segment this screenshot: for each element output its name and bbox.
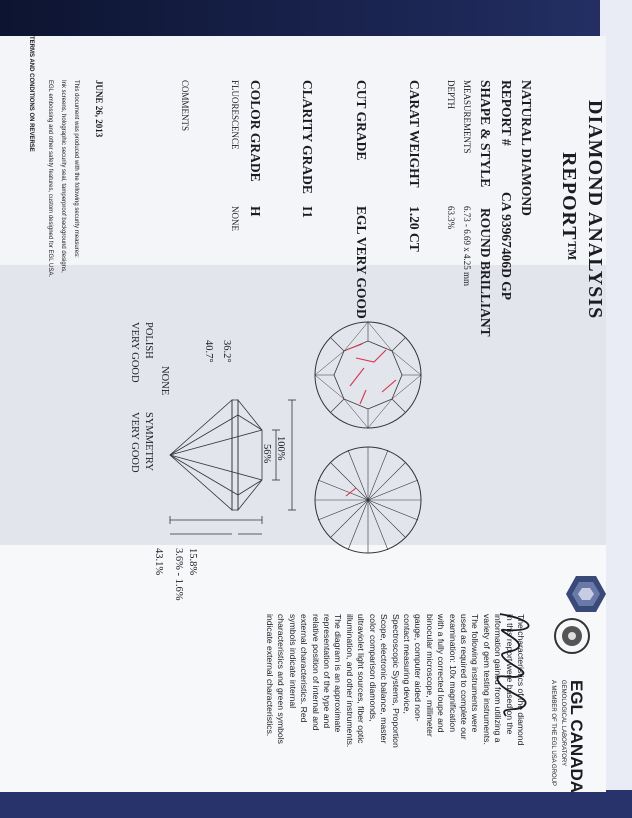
notes-line: binocular microscope, millimeter: [424, 614, 435, 737]
egl-canada-subtitle: GEMOLOGICAL LABORATORY: [560, 680, 566, 767]
security-text-2: Ink screens, holographic security seal, tamperproof background designs,: [60, 80, 66, 273]
natural-diamond-label: NATURAL DIAMOND: [519, 80, 534, 216]
report-number-value: CA 93967406D GP: [499, 192, 514, 300]
cut-grade-value: EGL VERY GOOD: [354, 206, 369, 319]
report-date: JUNE 26, 2013: [94, 80, 104, 138]
carat-weight-value: 1.20 CT: [407, 206, 422, 252]
signature: [484, 610, 546, 720]
notes-line: ultraviolet light sources, fiber optic: [356, 614, 367, 744]
plotting-diagram: [310, 320, 426, 560]
polish-value: VERY GOOD: [129, 322, 140, 383]
notes-line: color comparison diamonds,: [367, 614, 378, 722]
security-text-1: This document was produced with the following security measures:: [73, 80, 79, 258]
crown-height-percent: 15.8%: [187, 548, 198, 576]
shape-style-label: SHAPE & STYLE: [478, 80, 493, 188]
crown-view-icon: [315, 322, 421, 428]
pavilion-angle: 40.7°: [203, 340, 214, 363]
notes-line: symbols indicate internal: [287, 614, 298, 709]
measurements-value: 6.73 - 6.69 x 4.25 mm: [462, 206, 472, 286]
girdle-percent: 3.6% - 1.6%: [173, 548, 184, 601]
notes-line: indicate external characteristics.: [265, 614, 276, 737]
crown-angle: 36.2°: [221, 340, 232, 363]
inclusion-marks: [346, 344, 396, 404]
report-title-line1: DIAMOND ANALYSIS: [584, 100, 606, 320]
notes-line: Spectroscopic Systems, Proportion: [390, 614, 401, 748]
comments-label: COMMENTS: [180, 80, 190, 132]
notes-line: examination: 10x magnification: [447, 614, 458, 732]
shape-style-value: ROUND BRILLIANT: [478, 208, 493, 337]
depth-value: 63.3%: [446, 206, 456, 230]
total-depth-percent: 100%: [275, 436, 286, 461]
report-title-line2: REPORT™: [558, 152, 580, 262]
measurements-label: MEASUREMENTS: [462, 80, 472, 154]
notes-line: Scope, electronic balance, master: [379, 614, 390, 744]
table-percent: 56%: [261, 444, 272, 464]
terms-notice: TERMS AND CONDITIONS ON REVERSE: [28, 36, 34, 152]
cut-grade-label: CUT GRADE: [354, 80, 369, 161]
pavilion-depth-percent: 43.1%: [153, 548, 164, 576]
notes-line: information gained from utilizing a: [493, 614, 504, 743]
clarity-grade-label: CLARITY GRADE: [300, 80, 315, 194]
notes-line: in this report were based on the: [504, 614, 515, 735]
culet-value: NONE: [159, 366, 170, 396]
report-number-label: REPORT #: [499, 80, 514, 146]
notes-line: The following instruments were: [470, 614, 481, 733]
egl-gem-logo-icon: [564, 572, 608, 616]
symmetry-value: VERY GOOD: [129, 412, 140, 473]
fluorescence-label: FLUORESCENCE: [230, 80, 240, 150]
notes-line: contact measuring device,: [401, 614, 412, 714]
security-text-3: EGL embossing and other safety features, custom designed for EGL USA.: [47, 80, 53, 277]
notes-line: The diagram is an approximate: [333, 614, 344, 733]
egl-member-line: A MEMBER OF THE EGL USA GROUP: [550, 680, 556, 787]
clarity-grade-value: I1: [300, 206, 315, 219]
color-grade-value: H: [248, 206, 263, 217]
notes-line: variety of gem testing instruments.: [481, 614, 492, 745]
polish-label: POLISH: [143, 322, 154, 359]
pavilion-view-icon: [315, 447, 421, 553]
notes-line: characteristics and green symbols: [276, 614, 287, 744]
carat-weight-label: CARAT WEIGHT: [407, 80, 422, 188]
notes-line: with a fully corrected loupe and: [436, 614, 447, 733]
egl-canada-wordmark: EGL CANADA: [567, 680, 586, 794]
notes-line: relative position of internal and: [310, 614, 321, 731]
symmetry-label: SYMMETRY: [143, 412, 154, 471]
notes-line: representation of the type and: [322, 614, 333, 729]
notes-line: illumination, and other instruments.: [344, 614, 355, 748]
notes-line: The characteristics of the diamond: [516, 614, 526, 746]
depth-label: DEPTH: [446, 80, 456, 109]
notes-line: external characteristics. Red: [299, 614, 310, 723]
seal-icon: [552, 616, 592, 656]
fluorescence-value: NONE: [230, 206, 240, 231]
notes-line: gauge, computer aided non-: [413, 614, 424, 722]
notes-line: used as required to complete our: [458, 614, 469, 740]
color-grade-label: COLOR GRADE: [248, 80, 263, 182]
